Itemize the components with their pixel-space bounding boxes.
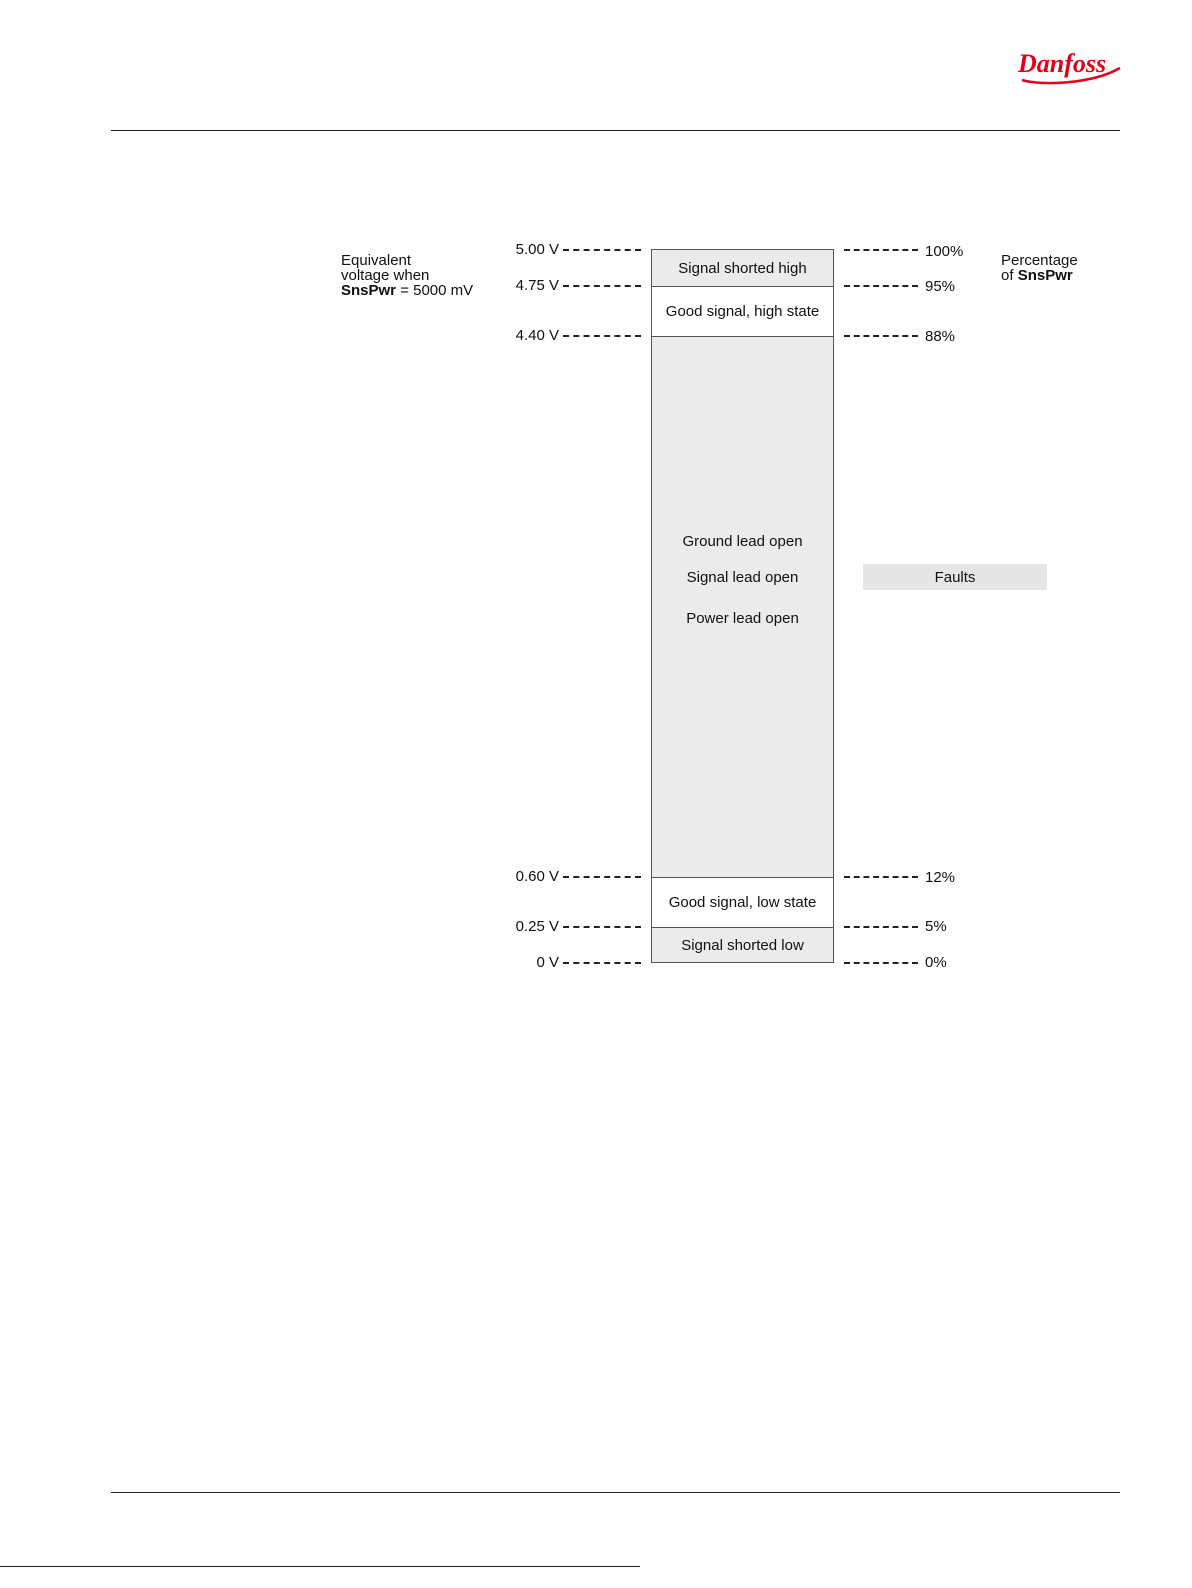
leader-left-95 [563, 285, 641, 287]
leader-right-100 [844, 249, 918, 251]
voltage-level-0-60v: 0.60 V [515, 868, 559, 885]
fault-power-lead-open: Power lead open [686, 610, 799, 627]
voltage-level-4-75v: 4.75 V [515, 277, 559, 294]
leader-right-12 [844, 876, 918, 878]
leader-left-100 [563, 249, 641, 251]
leader-left-88 [563, 335, 641, 337]
voltage-level-5v: 5.00 V [515, 241, 559, 258]
band-good-signal-high: Good signal, high state [651, 286, 834, 337]
fault-ground-lead-open: Ground lead open [682, 533, 803, 550]
leader-left-5 [563, 926, 641, 928]
percent-level-88: 88% [925, 328, 956, 345]
leader-right-5 [844, 926, 918, 928]
voltage-level-0-25v: 0.25 V [515, 918, 559, 935]
percent-level-5: 5% [925, 918, 947, 935]
percent-level-95: 95% [925, 278, 956, 295]
percentage-axis-label: Percentage of SnsPwr [1001, 252, 1078, 284]
leader-right-95 [844, 285, 918, 287]
percent-level-100: 100% [925, 243, 964, 260]
band-signal-shorted-high: Signal shorted high [651, 249, 834, 287]
percent-level-0: 0% [925, 954, 947, 971]
voltage-axis-label: Equivalent voltage when SnsPwr = 5000 mV [341, 252, 474, 299]
leader-right-0 [844, 962, 918, 964]
voltage-level-4-40v: 4.40 V [515, 327, 559, 344]
leader-left-0 [563, 962, 641, 964]
voltage-level-0v: 0 V [536, 954, 559, 971]
band-good-signal-low: Good signal, low state [651, 877, 834, 928]
fault-signal-lead-open: Signal lead open [686, 569, 799, 586]
bottom-edge-line [0, 1566, 640, 1567]
band-fault-region [651, 336, 834, 878]
footer-rule [111, 1492, 1120, 1493]
svg-text:Danfoss: Danfoss [1018, 49, 1107, 78]
header-rule [111, 130, 1120, 131]
leader-left-12 [563, 876, 641, 878]
percent-level-12: 12% [925, 869, 956, 886]
leader-right-88 [844, 335, 918, 337]
faults-label-box: Faults [863, 564, 1047, 590]
danfoss-logo [1012, 40, 1124, 88]
band-signal-shorted-low: Signal shorted low [651, 927, 834, 963]
